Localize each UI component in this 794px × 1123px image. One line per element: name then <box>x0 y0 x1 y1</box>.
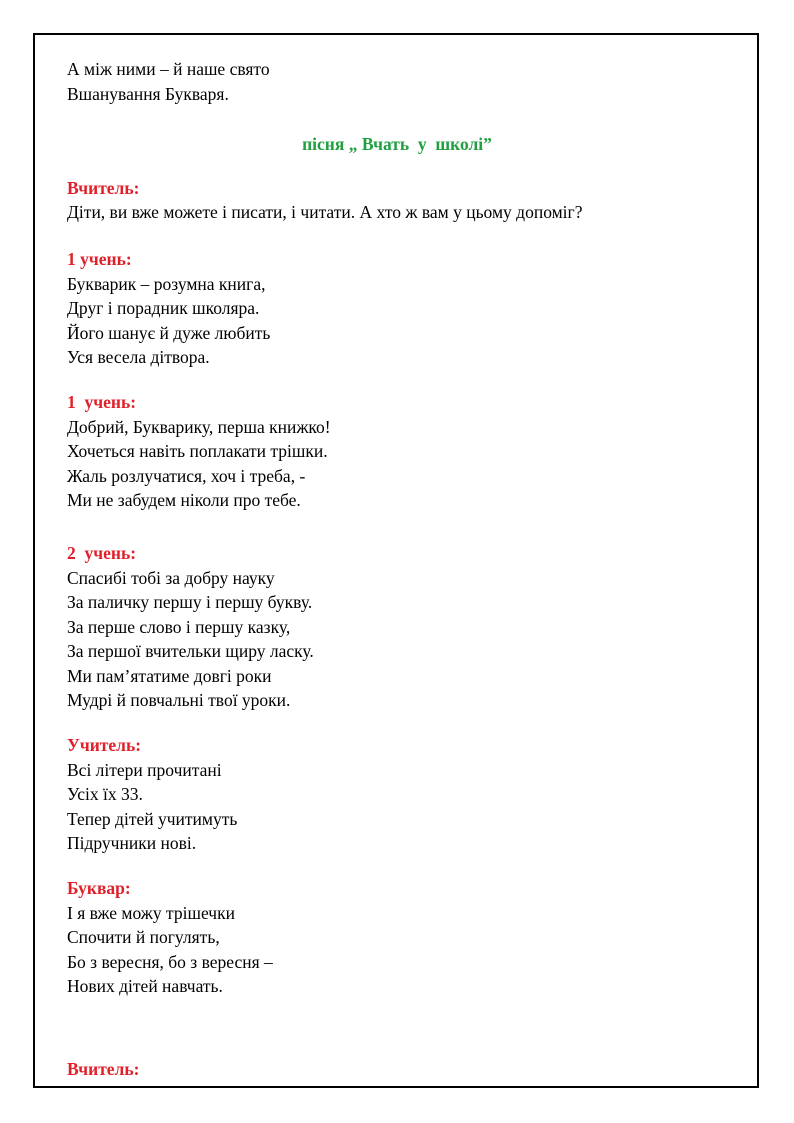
dialogue-block-teacher <box>67 176 727 225</box>
poem-line: За першої вчительки щиру ласку. <box>67 641 314 662</box>
dialogue-block-student-2 <box>67 541 727 713</box>
intro-line: Вшанування Букваря. <box>67 83 229 104</box>
poem-line: За паличку першу і першу букву. <box>67 592 313 613</box>
poem-line: Добрий, Букварику, перша книжко! <box>67 416 331 437</box>
poem-line: Жаль розлучатися, хоч і треба, - <box>67 465 306 486</box>
poem-line: Букварик – розумна книга, <box>67 273 266 294</box>
song-title: пісня „ Вчать у школі” <box>302 134 492 155</box>
poem-line: Підручники нові. <box>67 833 197 854</box>
poem-line: За перше слово і першу казку, <box>67 616 291 637</box>
poem-line: Ми пам’ятатиме довгі роки <box>67 665 272 686</box>
poem-line: Нових дітей навчать. <box>67 976 223 997</box>
poem-line: Спочити й погулять, <box>67 927 220 948</box>
speaker-label: Вчитель: <box>67 177 140 198</box>
dialogue-block-teacher-2 <box>67 733 727 856</box>
dialogue-block-student-1b <box>67 390 727 513</box>
speaker-label: Учитель: <box>67 735 142 756</box>
poem-line: Всі літери прочитані <box>67 759 222 780</box>
poem-line: Хочеться навіть поплакати трішки. <box>67 441 328 462</box>
speaker-label: Буквар: <box>67 878 131 899</box>
intro-line: А між ними – й наше свято <box>67 59 270 79</box>
dialogue-line: Діти, ви вже можете і писати, і читати. А хто ж вам у цьому допоміг? <box>67 202 583 223</box>
poem-line: І я вже можу трішечки <box>67 902 235 923</box>
speaker-label: 1 учень: <box>67 391 137 412</box>
speaker-label: 2 учень: <box>67 542 137 563</box>
dialogue-block-teacher-3 <box>67 1057 727 1082</box>
poem-line: Бо з вересня, бо з вересня – <box>67 951 273 972</box>
poem-line: Мудрі й повчальні твої уроки. <box>67 690 291 711</box>
document-body <box>67 57 727 1082</box>
poem-line: Ми не забудем ніколи про тебе. <box>67 490 301 511</box>
speaker-label: Вчитель: <box>67 1059 140 1079</box>
intro-stanza <box>67 57 727 106</box>
speaker-label: 1 учень: <box>67 248 132 269</box>
poem-line: Спасибі тобі за добру науку <box>67 567 275 588</box>
poem-line: Уся весела дітвора. <box>67 347 210 368</box>
dialogue-block-bukvar <box>67 876 727 999</box>
poem-line: Друг і порадник школяра. <box>67 298 260 319</box>
poem-line: Тепер дітей учитимуть <box>67 808 238 829</box>
poem-line: Його шанує й дуже любить <box>67 322 271 343</box>
poem-line: Усіх їх 33. <box>67 784 143 805</box>
dialogue-block-student-1 <box>67 247 727 370</box>
